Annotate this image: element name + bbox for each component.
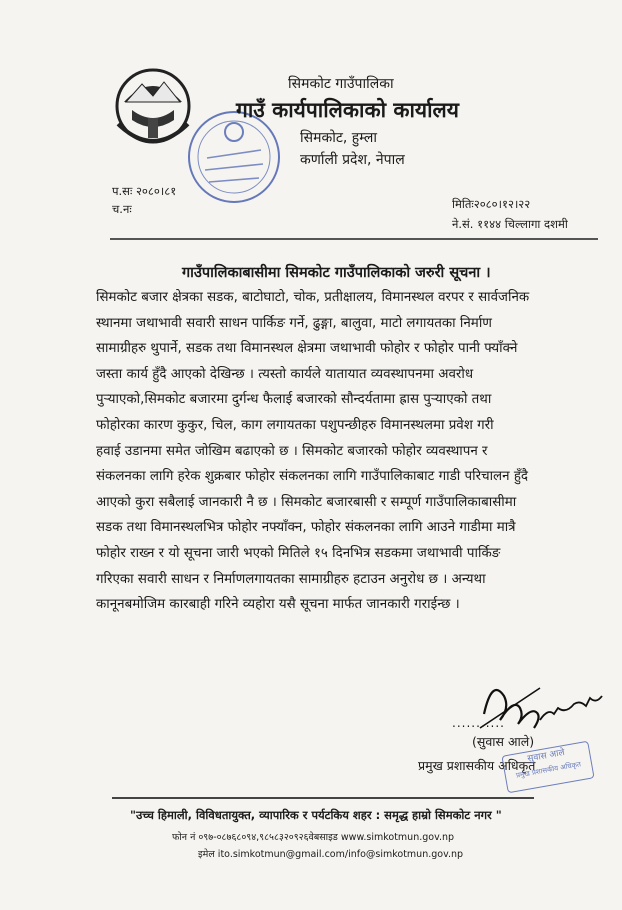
- notice-title: गाउँपालिकाबासीमा सिमकोट गाउँपालिकाको जरुरी सूचना ।: [182, 265, 491, 281]
- nepal-emblem-icon: [112, 62, 194, 152]
- office-name: गाउँ कार्यपालिकाको कार्यालय: [236, 98, 459, 122]
- nepal-samvat-date: ने.सं. ११४४ चिल्लागा दशमी: [452, 217, 568, 231]
- office-province: कर्णाली प्रदेश, नेपाल: [300, 152, 405, 168]
- footer-slogan: "उच्च हिमाली, विविधतायुक्त, व्यापारिक र पर्यटकिय शहर : समृद्ध हाम्रो सिमकोट नगर ": [130, 808, 502, 822]
- body-line: गरिएका सवारी साधन र निर्माणलगायतका सामाग्रीहरु हटाउन अनुरोध छ । अन्यथा: [96, 571, 486, 587]
- body-line: सामाग्रीहरु थुपार्ने, सडक तथा विमानस्थल क्षेत्रमा जथाभावी फोहोर र फोहोर पानी फ्याँक्ने: [96, 341, 518, 357]
- footer-email: इमेल ito.simkotmun@gmail.com/info@simkotmun.gov.np: [198, 849, 464, 860]
- body-line: सडक तथा विमानस्थलभित्र फोहोर नफ्याँक्न, फोहोर संकलनका लागि आउने गाडीमा मात्रै: [96, 520, 516, 536]
- header-divider: [110, 238, 598, 240]
- office-address: सिमकोट, हुम्ला: [300, 130, 377, 146]
- municipality-name: सिमकोट गाउँपालिका: [288, 76, 394, 92]
- body-line: फोहोरका कारण कुकुर, चिल, काग लगायतका पशुपन्छीहरु विमानस्थलमा प्रवेश गरी: [96, 417, 494, 433]
- body-line: आएको कुरा सबैलाई जानकारी नै छ । सिमकोट बजारबासी र सम्पूर्ण गाउँपालिकाबासीमा: [96, 494, 517, 510]
- body-line: सिमकोट बजार क्षेत्रका सडक, बाटोघाटो, चोक, प्रतीक्षालय, विमानस्थल वरपर र सार्वजनिक: [96, 290, 530, 305]
- body-line: जस्ता कार्य हुँदै आएको देखिन्छ । त्यस्तो कार्यले यातायात व्यवस्थापनमा अवरोध: [96, 366, 474, 382]
- body-line: स्थानमा जथाभावी सवारी साधन पार्किङ गर्ने, ढुङ्गा, बालुवा, माटो लगायतका निर्माण: [96, 315, 492, 331]
- body-line: हवाई उडानमा समेत जोखिम बढाएको छ । सिमकोट बजारको फोहोर व्यवस्थापन र: [96, 443, 488, 459]
- dispatch-number: च.नः: [112, 202, 132, 216]
- notice-body: [96, 285, 586, 618]
- footer-divider: [112, 797, 534, 799]
- body-line: संकलनका लागि हरेक शुक्रबार फोहोर संकलनका लागि गाउँपालिकाबाट गाडी परिचालन हुँदै: [96, 469, 529, 485]
- signatory-title: प्रमुख प्रशासकीय अधिकृत: [418, 758, 536, 773]
- body-line: पुऱ्याएको,सिमकोट बजारमा दुर्गन्ध फैलाई बजारको सौन्दर्यतामा ह्रास पुऱ्याएको तथा: [96, 392, 492, 408]
- body-line: फोहोर राख्न र यो सूचना जारी भएको मितिले १५ दिनभित्र सडकमा जथाभावी पार्किङ: [96, 545, 501, 561]
- stamp-subtitle: प्रमुख प्रशासकीय अधिकृत: [515, 760, 582, 780]
- reference-number: प.सः २०८०।८१: [112, 184, 177, 198]
- notice-date: मितिः२०८०।१२।२२: [452, 197, 531, 211]
- signature-dots: ...........: [452, 716, 505, 730]
- stamp-name: सुवास आले: [526, 747, 566, 765]
- body-line: कानूनबमोजिम कारबाही गरिने व्यहोरा यसै सूचना मार्फत जानकारी गराईन्छ ।: [96, 597, 460, 613]
- footer-phone-website: फोन नं ०९७-०८७६८०९४,९८५८३२०९२६वेबसाइड www.simkotmun.gov.np: [172, 832, 455, 843]
- signatory-name: (सुवास आले): [472, 734, 535, 749]
